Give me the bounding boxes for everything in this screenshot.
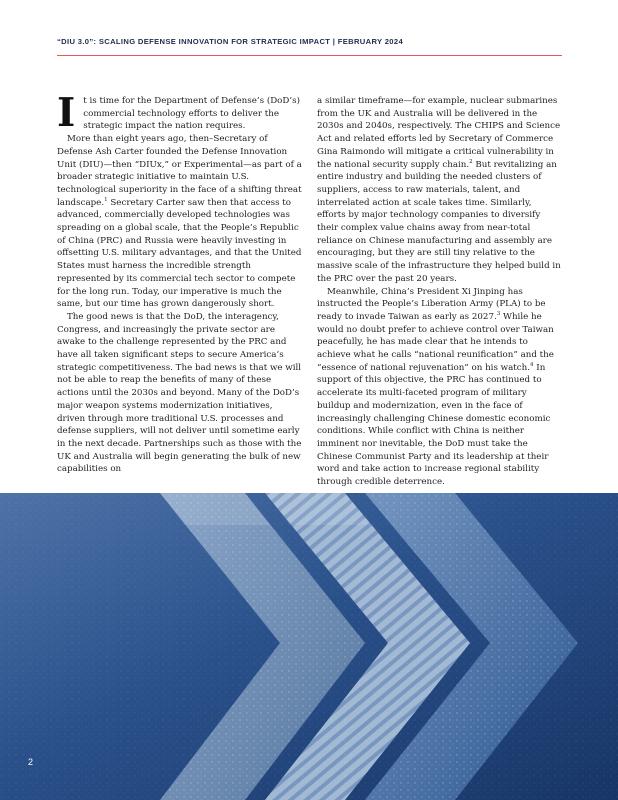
header-title: “DIU 3.0”: SCALING DEFENSE INNOVATION FOR STRATEGIC IMPACT	[57, 37, 331, 46]
paragraph-5-text-b: While he would no doubt prefer to achieve control over Taiwan peacefully, he has made clear that he intends to achieve what he calls “national reunification” and the “essence of national rejuvenation” on his watch.	[317, 311, 554, 373]
page-number: 2	[28, 757, 34, 767]
drop-cap: I	[57, 90, 76, 136]
chevron-arrows-artwork	[0, 493, 618, 800]
header-date: FEBRUARY 2024	[337, 37, 404, 46]
paragraph-2	[57, 133, 302, 311]
paragraph-1	[57, 90, 302, 136]
paragraph-2-text-a: More than eight years ago, then–Secretary of Defense Ash Carter founded the Defense Innovation Unit (DIU)—then “DIUx,” or Experimental—as part of a broader strategic initiative to maintain U.S. technological superiority in the face of a shifting threat landscape.	[57, 134, 302, 208]
paragraph-4-text-b: But revitalizing an entire industry and building the needed clusters of suppliers, access to raw materials, talent, and interrelated action at scale takes time. Similarly, efforts by major technology companies to diversify their complex value chains away from near-total reliance on Chinese manufacturing and assembly are encouraging, but they are still tiny relative to the massive scale of the infrastructure they helped build in the PRC over the past 20 years.	[317, 159, 561, 284]
header-separator: |	[330, 37, 338, 46]
paragraph-4	[317, 95, 562, 286]
chevron-artwork-svg	[0, 493, 618, 800]
paragraph-5-text-c: In support of this objective, the PRC has continued to accelerate its multi-faceted program of military buildup and modernization, even in the face of increasingly challenging Chinese domestic economic conditions. While conflict with China is neither imminent nor inevitable, the DoD must take the Chinese Communist Party and its leadership at their word and take action to increase regional stability through credible deterrence.	[317, 362, 551, 488]
footnote-ref-2[interactable]: 2	[469, 158, 473, 165]
paragraph-1-text: t is time for the Department of Defense’s (DoD’s) commercial technology efforts to deliver the strategic impact the nation requires.	[83, 96, 300, 132]
paragraph-2-text-b: Secretary Carter saw then that access to advanced, commercially developed technologies was spreading on a global scale, that the People’s Republic of China (PRC) and Russia were heavily investing in offsetting U.S. military advantages, and that the United States must harness the incredible strength represented by its commercial tech sector to compete for the long run. Today, our imperative is much the same, but our time has grown dangerously short.	[57, 197, 302, 310]
paragraph-4-text-a: a similar timeframe—for example, nuclear submarines from the UK and Australia will be delivered in the 2030s and 2040s, respectively. The CHIPS and Science Act and related efforts led by Secretary of Commerce Gina Raimondo will mitigate a critical vulnerability in the national security supply chain.	[317, 96, 561, 170]
right-column	[317, 95, 562, 489]
left-column	[57, 90, 302, 476]
running-header	[57, 37, 562, 46]
paragraph-5-text-a: Meanwhile, China’s President Xi Jinping has instructed the People’s Liberation Army (PLA) to be ready to invade Taiwan as early as 2027.	[317, 286, 546, 322]
footnote-ref-3[interactable]: 3	[496, 310, 501, 317]
paragraph-3: The good news is that the DoD, the interagency, Congress, and increasingly the private sector are awake to the challenge represented by the PRC and have all taken significant steps to secure America’s strategic competitiveness. The bad news is that we will not be able to reap the benefits of many of these actions until the 2030s and beyond. Many of the DoD’s major weapon systems modernization initiatives, driven through more traditional U.S. processes and defense suppliers, will not deliver until sometime early in the next decade. Partnerships such as those with the UK and Australia will begin generating the bulk of new capabilities on	[57, 311, 302, 475]
header-divider	[57, 55, 562, 56]
footnote-ref-1[interactable]: 1	[104, 196, 108, 203]
paragraph-5	[317, 286, 562, 489]
footnote-ref-4[interactable]: 4	[530, 361, 534, 368]
